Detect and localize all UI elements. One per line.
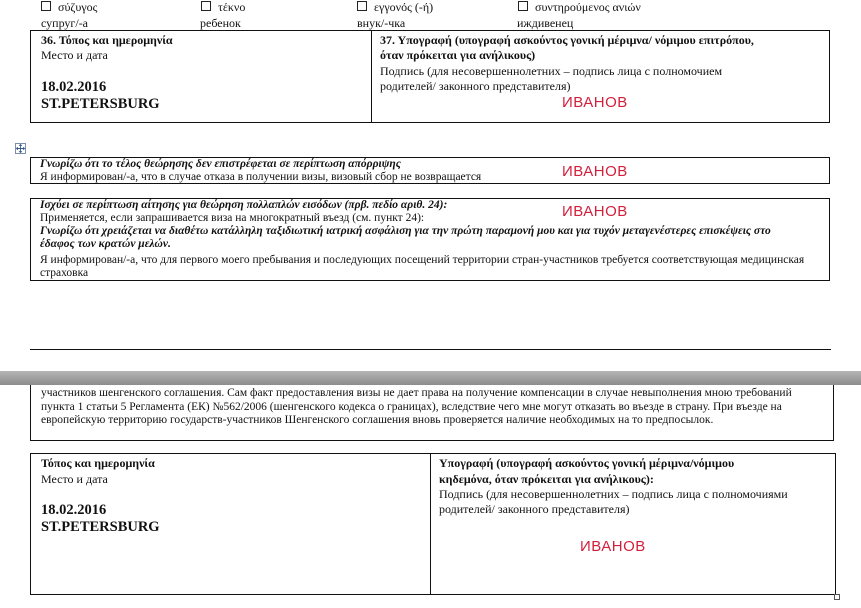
signature-2-title-line2: κηδεμόνα, όταν πρόκειται για ανήλικους): [439,472,654,486]
multi-entry-russian-body-line1: Я информирован/-а, что для первого моего пребывания и последующих посещений территории стран-участников требуется соответствующая медицинская [40,254,805,266]
place-date-2-city: ST.PETERSBURG [41,519,160,535]
place-date-2-date: 18.02.2016 [41,502,107,518]
spouse-checkbox[interactable] [41,1,51,11]
table-resize-handle-icon[interactable] [834,594,840,600]
multi-entry-greek-body-line1: Γνωρίζω ότι χρειάζεται να διαθέτω κατάλληλη ταξιδιωτική ιατρική ασφάλιση για την πρώτη παραμονή μου και για τυχόν μεταγενέστερες επισκέψεις στο [40,225,771,237]
field37-title-line1: 37. Υπογραφή (υπογραφή ασκούντος γονική μέριμνα/ νόμιμου επιτρόπου, [380,33,754,47]
fee-notice-signature: ИВАНОВ [562,163,628,180]
place-date-2-subtitle: Место и дата [41,472,108,486]
grandchild-label-russian: внук/-чка [357,16,406,30]
page-separator [0,371,861,385]
field36-title: 36. Τόπος και ημερομηνία [41,33,173,47]
fee-notice-russian: Я информирован/-а, что в случае отказа в получении визы, визовый сбор не возвращается [40,171,482,183]
schengen-text-line3: европейскую территорию государств-участников Шенгенского соглашения вновь проверяется наличие необходимых на то предпосылок. [41,414,714,426]
field37-subtitle-line2: родителей/ законного представителя) [380,79,571,93]
dependent-checkbox[interactable] [518,1,528,11]
multi-entry-russian-title: Применяется, если запрашивается виза на многократный въезд (см. пункт 24): [40,212,425,224]
multi-entry-russian-body-line2: страховка [40,267,89,279]
field36-subtitle: Место и дата [41,48,108,62]
place-date-2-title: Τόπος και ημερομηνία [41,456,155,470]
multi-entry-signature: ИВАНОВ [562,203,628,220]
signature-2-title-line1: Υπογραφή (υπογραφή ασκούντος γονική μέριμνα/νόμιμου [439,456,735,470]
signature-2-subtitle-line1: Подпись (для несовершеннолетних – подпись лица с полномочиями [439,487,788,501]
signature-2-subtitle-line2: родителей/ законного представителя) [439,502,630,516]
dependent-label-greek: συντηρούμενος ανιών [535,0,641,14]
field36-date: 18.02.2016 [41,79,107,95]
field36-city: ST.PETERSBURG [41,96,160,112]
multi-entry-greek-body-line2: έδαφος των κρατών μελών. [40,238,171,250]
signature-2-signature: ИВАНОВ [580,538,646,555]
table-move-handle-icon[interactable] [15,143,26,154]
page1-footer-rule [30,349,831,350]
signature-table-2-divider [430,453,431,595]
grandchild-checkbox[interactable] [357,1,367,11]
child-checkbox[interactable] [201,1,211,11]
spouse-label-greek: σύζυγος [58,0,98,14]
field37-subtitle-line1: Подпись (для несовершеннолетних – подпись лица с полномочием [380,64,723,78]
schengen-text-line2: пункта 1 статьи 5 Регламента (ЕК) №562/2006 (шенгенского кодекса о границах), вследствие чего мне могут отказать во въезде в страну. При въезде на [41,401,782,413]
fields-36-37-divider [371,30,372,123]
dependent-label-russian: иждивенец [517,16,574,30]
schengen-text-line1: участников шенгенского соглашения. Сам факт предоставления визы не дает права на получение компенсации в случае невыполнения мною требований [41,387,792,399]
child-label-russian: ребенок [200,16,241,30]
multi-entry-greek-title: Ισχύει σε περίπτωση αίτησης για θεώρηση πολλαπλών εισόδων (πρβ. πεδίο αριθ. 24): [40,199,448,211]
field37-signature: ИВАНОВ [562,94,628,111]
grandchild-label-greek: εγγονός (-ή) [374,0,434,14]
fee-notice-greek: Γνωρίζω ότι το τέλος θεώρησης δεν επιστρέφεται σε περίπτωση απόρριψης [40,158,401,170]
child-label-greek: τέκνο [218,0,246,14]
spouse-label-russian: супруг/-а [41,16,89,30]
field37-title-line2: όταν πρόκειται για ανήλικους) [380,48,536,62]
